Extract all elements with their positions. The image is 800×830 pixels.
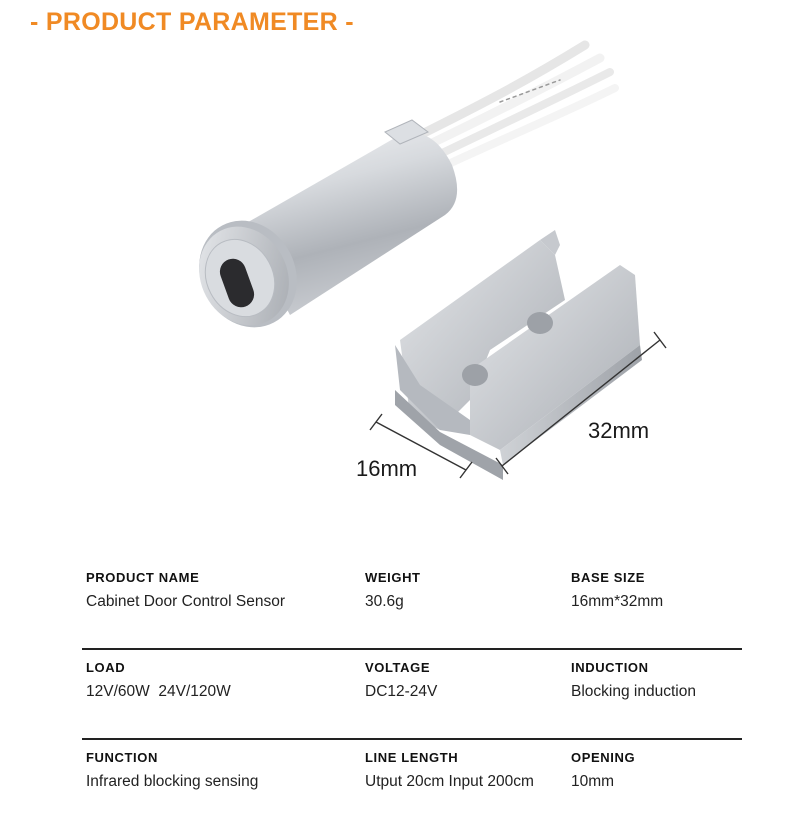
spec-label: OPENING — [571, 750, 636, 765]
spec-value: Utput 20cm Input 200cm — [365, 773, 534, 790]
spec-value: 30.6g — [365, 593, 404, 610]
spec-line-length — [365, 750, 534, 791]
spec-table — [82, 560, 742, 830]
spec-row — [82, 560, 742, 650]
sensor-cylinder — [181, 120, 457, 345]
page-title: - PRODUCT PARAMETER - — [30, 8, 354, 36]
spec-value: 16mm*32mm — [571, 593, 664, 610]
spec-value: Cabinet Door Control Sensor — [86, 593, 286, 610]
spec-load — [86, 660, 231, 701]
spec-value: 12V/60W 24V/120W — [86, 683, 231, 700]
spec-label: LINE LENGTH — [365, 750, 459, 765]
length-dimension-label: 32mm — [588, 418, 650, 443]
spec-value: Blocking induction — [571, 683, 696, 700]
spec-voltage — [365, 660, 437, 701]
spec-base-size — [571, 570, 663, 611]
spec-label: LOAD — [86, 660, 126, 675]
spec-weight — [365, 570, 421, 611]
spec-label: VOLTAGE — [365, 660, 431, 675]
spec-label: FUNCTION — [86, 750, 158, 765]
spec-label: BASE SIZE — [571, 570, 646, 585]
spec-value: DC12-24V — [365, 683, 438, 700]
spec-opening — [571, 750, 635, 791]
spec-label: WEIGHT — [365, 570, 421, 585]
spec-induction — [571, 660, 696, 701]
spec-function — [86, 750, 258, 791]
spec-label: PRODUCT NAME — [86, 570, 200, 585]
spec-product-name — [86, 570, 285, 611]
spec-label: INDUCTION — [571, 660, 649, 675]
cable-bundle — [420, 45, 615, 167]
spec-row — [82, 740, 742, 830]
spec-value: Infrared blocking sensing — [86, 773, 259, 790]
spec-row — [82, 650, 742, 740]
spec-value: 10mm — [571, 773, 615, 790]
width-dimension-label: 16mm — [356, 456, 418, 481]
